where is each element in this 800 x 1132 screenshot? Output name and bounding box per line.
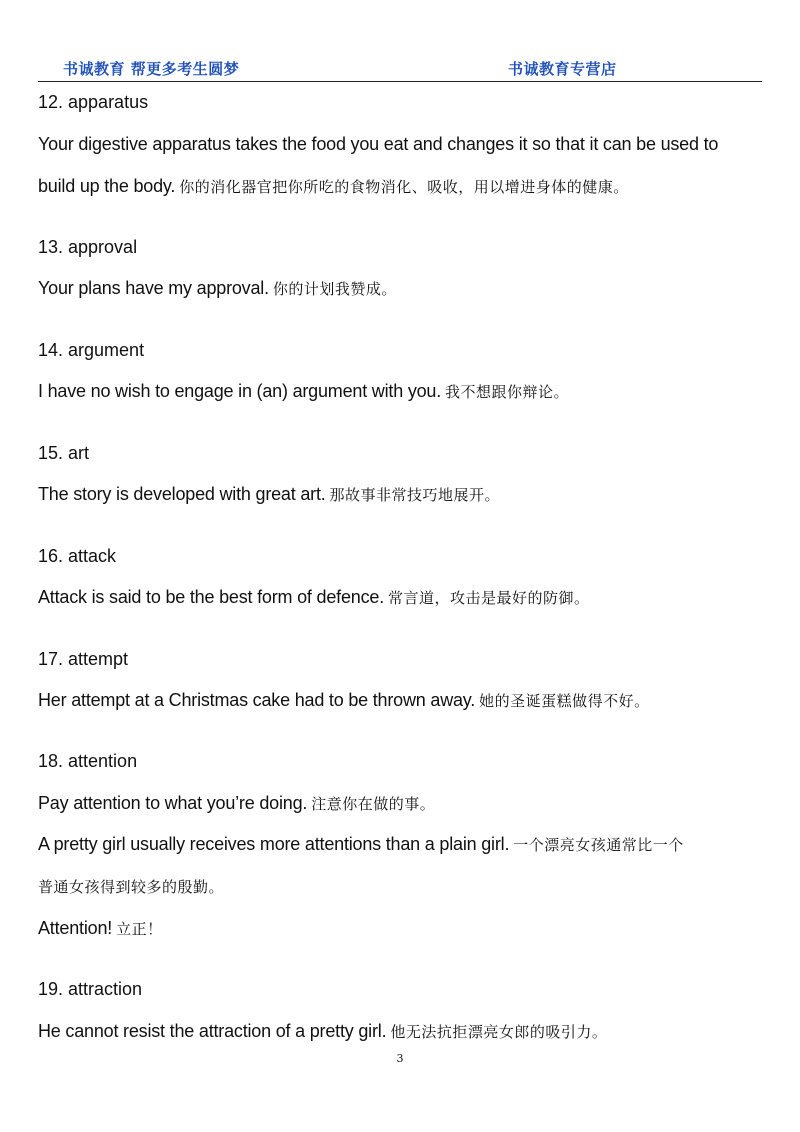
example-line [38,791,435,816]
example-chinese: 注意你在做的事。 [311,795,436,813]
example-english: Pay attention to what you’re doing. [38,793,308,813]
example-english: Her attempt at a Christmas cake had to be thrown away. [38,690,476,710]
example-english: build up the body. [38,176,176,196]
example-english: A pretty girl usually receives more attentions than a plain girl. [38,834,510,854]
page-number: 3 [396,1052,404,1065]
example-english: Your digestive apparatus takes the food you eat and changes it so that it can be used to [38,134,719,154]
entry-term: 13. approval [38,237,138,257]
example-chinese: 一个漂亮女孩通常比一个 [513,836,684,854]
example-chinese: 普通女孩得到较多的殷勤。 [38,878,225,896]
example-chinese: 你的计划我赞成。 [272,280,397,298]
header-rule [38,81,762,82]
example-line [38,276,397,301]
example-english: He cannot resist the attraction of a pretty girl. [38,1021,387,1041]
example-line [38,832,684,857]
entry-term: 19. attraction [38,979,143,999]
example-chinese: 她的圣诞蛋糕做得不好。 [479,692,650,710]
example-english: Attack is said to be the best form of defence. [38,587,384,607]
header-left-text: 书诚教育 帮更多考生圆梦 [63,60,240,78]
example-english: The story is developed with great art. [38,484,326,504]
entry-term: 16. attack [38,546,117,566]
entry-term: 14. argument [38,340,145,360]
example-english: Attention! [38,918,113,938]
entry-term: 17. attempt [38,649,129,669]
entry-term: 18. attention [38,751,138,771]
example-english: Your plans have my approval. [38,278,269,298]
example-line [38,482,500,507]
example-line [38,688,650,713]
example-english: I have no wish to engage in (an) argument with you. [38,381,442,401]
example-chinese: 那故事非常技巧地展开。 [329,486,501,504]
example-chinese: 常言道，攻击是最好的防御。 [388,589,590,607]
example-line [38,874,224,899]
example-chinese: 你的消化器官把你所吃的食物消化、吸收，用以增进身体的健康。 [179,178,629,196]
header-right-text: 书诚教育专营店 [508,60,617,78]
example-line [38,585,590,610]
entry-term: 12. apparatus [38,92,149,112]
example-line [38,379,569,404]
example-line [38,1019,607,1044]
example-chinese: 立正！ [116,920,163,938]
example-line [38,132,718,156]
page-header [38,56,762,82]
example-line [38,174,629,199]
entry-term: 15. art [38,443,90,463]
example-chinese: 他无法抗拒漂亮女郎的吸引力。 [390,1023,608,1041]
example-line [38,916,163,941]
example-chinese: 我不想跟你辩论。 [445,383,570,401]
